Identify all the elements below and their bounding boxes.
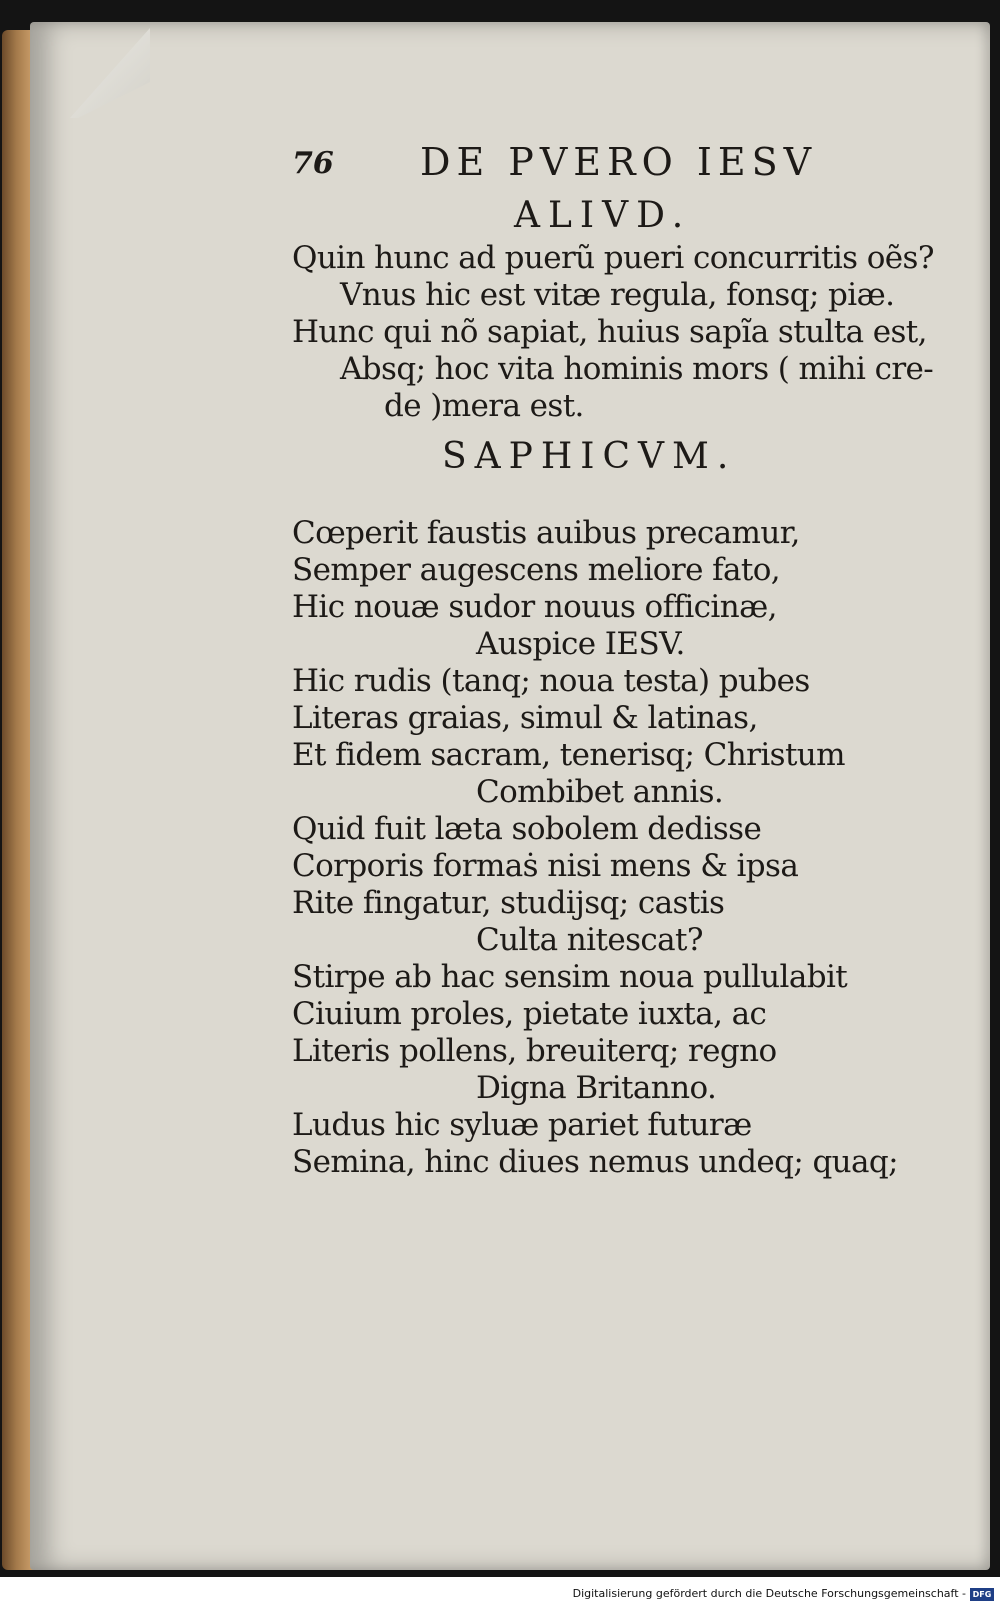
running-title: DE PVERO IESV xyxy=(420,140,818,184)
adonic-line: Combibet annis. xyxy=(476,774,724,810)
verse-line: Ludus hic syluæ pariet futuræ xyxy=(292,1107,752,1143)
verse-line: Quid fuit læta sobolem dedisse xyxy=(292,811,762,847)
heading-alivd: ALIVD. xyxy=(514,195,692,236)
dfg-logo: DFG xyxy=(970,1588,994,1601)
heading-saphicvm: SAPHICVM. xyxy=(442,436,737,477)
adonic-line: Auspice IESV. xyxy=(476,626,685,662)
verse-line: Ciuium proles, pietate iuxta, ac xyxy=(292,996,767,1032)
funding-credit: Digitalisierung gefördert durch die Deutsche Forschungsgemeinschaft - xyxy=(572,1587,966,1600)
verse-line: Literas graias, simul & latinas, xyxy=(292,700,758,736)
verse-line: Semina, hinc diues nemus undeq; quaq; xyxy=(292,1144,899,1180)
verse-line: Semper augescens meliore fato, xyxy=(292,552,781,588)
verse-line: Vnus hic est vitæ regula, fonsq; piæ. xyxy=(340,277,895,313)
page-header xyxy=(292,140,912,190)
verse-line: Quin hunc ad puerũ pueri concurritis oẽs? xyxy=(292,240,934,276)
page-number: 76 xyxy=(292,146,334,181)
verse-line: Stirpe ab hac sensim noua pullulabit xyxy=(292,959,848,995)
verse-line: Hic rudis (tanq; noua testa) pubes xyxy=(292,663,810,699)
verse-line: Hic nouæ sudor nouus officinæ, xyxy=(292,589,777,625)
adonic-line: Culta nitescat? xyxy=(476,922,703,958)
adonic-line: Digna Britanno. xyxy=(476,1070,717,1106)
verse-line: de )mera est. xyxy=(384,388,584,424)
verse-line: Absq; hoc vita hominis mors ( mihi cre- xyxy=(340,351,934,387)
verse-line: Hunc qui nõ sapiat, huius sapĩa stulta est, xyxy=(292,314,927,350)
verse-line: Et fidem sacram, tenerisq; Christum xyxy=(292,737,845,773)
verse-line: Cœperit faustis auibus precamur, xyxy=(292,515,800,551)
verse-line: Literis pollens, breuiterq; regno xyxy=(292,1033,777,1069)
verse-line: Corporis formaṡ nisi mens & ipsa xyxy=(292,848,799,884)
verse-line: Rite fingatur, studijsq; castis xyxy=(292,885,725,921)
page-text xyxy=(292,140,934,1181)
footer-strip xyxy=(0,1577,1000,1611)
